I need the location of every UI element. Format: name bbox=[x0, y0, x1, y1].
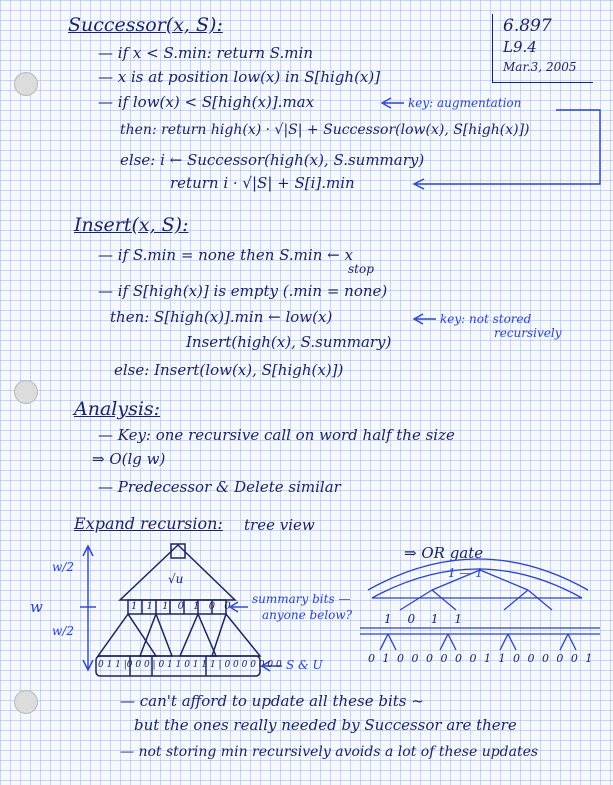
insert-line-2: — if S[high(x)] is empty (.min = none) bbox=[98, 282, 388, 300]
key-arrows bbox=[382, 98, 600, 324]
w-half-bottom-label: w/2 bbox=[52, 624, 74, 638]
insert-key-note-2: recursively bbox=[494, 326, 562, 340]
insert-heading: Insert(x, S): bbox=[74, 214, 189, 236]
lecture-number: L9.4 bbox=[503, 38, 537, 56]
summary-bits-row: 1 1 1 0 1 0 0 bbox=[131, 601, 234, 612]
insert-then-1: then: S[high(x)].min ← low(x) bbox=[110, 308, 333, 326]
successor-key-note: key: augmentation bbox=[408, 96, 522, 110]
or-gate-top-ones: 1 — 1 bbox=[448, 566, 483, 580]
or-gate-middle-bits: 1 0 1 1 bbox=[384, 612, 468, 626]
sqrt-u-label: √u bbox=[168, 572, 184, 586]
successor-then: then: return high(x) · √|S| + Successor(low(x), S[high(x)]) bbox=[120, 122, 530, 138]
footer-line-1: — can't afford to update all these bits ~ bbox=[120, 692, 424, 710]
footer-line-3: — not storing min recursively avoids a lot of these updates bbox=[120, 744, 539, 760]
insert-key-note: key: not stored bbox=[440, 312, 532, 326]
insert-line-1: — if S.min = none then S.min ← x bbox=[98, 246, 353, 264]
summary-bits-note: summary bits — bbox=[252, 592, 351, 606]
analysis-line-3: — Predecessor & Delete similar bbox=[98, 478, 341, 496]
analysis-line-2: ⇒ O(lg w) bbox=[92, 450, 166, 468]
or-gate-label: ⇒ OR gate bbox=[404, 544, 484, 562]
insert-then-2: Insert(high(x), S.summary) bbox=[186, 333, 392, 351]
summary-bits-note-2: anyone below? bbox=[262, 608, 353, 622]
insert-stop: stop bbox=[348, 262, 374, 276]
insert-else: else: Insert(low(x), S[high(x)]) bbox=[114, 361, 344, 379]
w-label: w bbox=[30, 598, 43, 616]
w-arrow bbox=[80, 546, 96, 670]
footer-line-2: but the ones really needed by Successor are there bbox=[134, 716, 517, 734]
s-and-u-label: S & U bbox=[286, 658, 323, 672]
successor-line-3: — if low(x) < S[high(x)].max bbox=[98, 93, 315, 111]
successor-else: else: i ← Successor(high(x), S.summary) bbox=[120, 151, 425, 169]
leaf-bits: 0 1 1 |0 0 0 | 0 1 1 0 1 1 1 | 0 0 0 0 0 0 0 bbox=[98, 660, 282, 670]
course-number: 6.897 bbox=[503, 16, 552, 36]
or-gate-leaves: 0 1 0 0 0 0 0 0 1 1 0 0 0 0 0 1 bbox=[368, 652, 595, 665]
analysis-line-1: — Key: one recursive call on word half the size bbox=[98, 426, 455, 444]
analysis-heading: Analysis: bbox=[74, 398, 161, 420]
successor-line-2: — x is at position low(x) in S[high(x)] bbox=[98, 68, 381, 86]
w-half-top-label: w/2 bbox=[52, 560, 74, 574]
successor-return: return i · √|S| + S[i].min bbox=[170, 174, 355, 192]
successor-line-1: — if x < S.min: return S.min bbox=[98, 44, 313, 62]
expand-subheading: tree view bbox=[244, 516, 315, 534]
expand-heading: Expand recursion: bbox=[74, 514, 223, 533]
lecture-date: Mar.3, 2005 bbox=[503, 60, 577, 74]
successor-heading: Successor(x, S): bbox=[68, 14, 223, 36]
